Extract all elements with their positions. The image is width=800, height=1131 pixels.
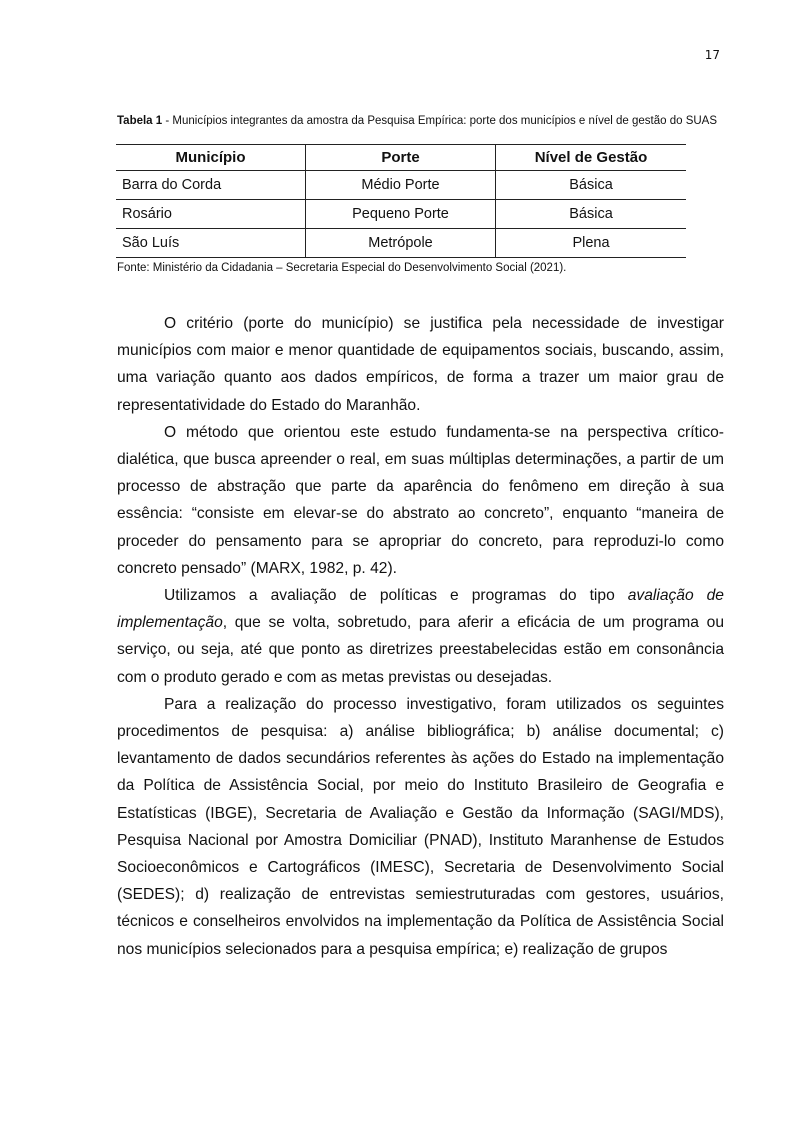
cell-nivel-gestao: Básica: [496, 200, 687, 229]
cell-porte: Pequeno Porte: [306, 200, 496, 229]
cell-porte: Médio Porte: [306, 171, 496, 200]
cell-nivel-gestao: Básica: [496, 171, 687, 200]
table-caption-label: Tabela 1: [117, 115, 163, 127]
paragraph-avaliacao-italic: avaliação de implementação: [117, 587, 724, 632]
table-row: [116, 171, 686, 200]
paragraph-avaliacao: [117, 582, 724, 691]
cell-municipio: São Luís: [116, 229, 306, 258]
table-source: Fonte: Ministério da Cidadania – Secretaria Especial do Desenvolvimento Social (2021).: [117, 262, 567, 274]
table-caption-text: - Municípios integrantes da amostra da Pesquisa Empírica: porte dos municípios e nível de gestão do SUAS: [162, 115, 718, 127]
table-row: [116, 229, 686, 258]
cell-nivel-gestao: Plena: [496, 229, 687, 258]
table-row: [116, 200, 686, 229]
municipalities-table: [116, 144, 686, 258]
cell-municipio: Rosário: [116, 200, 306, 229]
page-number: 17: [704, 48, 720, 62]
header-municipio: Município: [116, 145, 306, 171]
cell-porte: Metrópole: [306, 229, 496, 258]
body-text: [117, 310, 724, 963]
paragraph-procedimentos: Para a realização do processo investigativo, foram utilizados os seguintes procedimentos de pesquisa: a) análise bibliográfica; b) análise documental; c) levantamento de dados secundários referentes às ações do Estado na implementação da Política de Assistência Social, por meio do Instituto Brasileiro de Geografia e Estatísticas (IBGE), Secretaria de Avaliação e Gestão da Informação (SAGI/MDS), Pesquisa Nacional por Amostra Domiciliar (PNAD), Instituto Maranhense de Estudos Socioeconômicos e Cartográficos (IMESC), Secretaria de Desenvolvimento Social (SEDES); d) realização de entrevistas semiestruturadas com gestores, usuários, técnicos e conselheiros envolvidos na implementação da Política de Assistência Social nos municípios selecionados para a pesquisa empírica; e) realização de grupos: [117, 695, 724, 958]
paragraph-avaliacao-end: , que se volta, sobretudo, para aferir a eficácia de um programa ou serviço, ou seja, até que ponto as diretrizes preestabelecidas estão em consonância com o produto gerado e com as metas previstas ou desejadas.: [117, 614, 724, 686]
paragraph-criterio: O critério (porte do município) se justifica pela necessidade de investigar municípios com maior e menor quantidade de equipamentos sociais, buscando, assim, uma variação quanto aos dados empíricos, de forma a trazer um maior grau de representatividade do Estado do Maranhão.: [117, 315, 724, 414]
cell-municipio: Barra do Corda: [116, 171, 306, 200]
table-header-row: [116, 145, 686, 171]
header-porte: Porte: [306, 145, 496, 171]
header-nivel-gestao: Nível de Gestão: [496, 145, 687, 171]
paragraph-metodo: O método que orientou este estudo fundamenta-se na perspectiva crítico-dialética, que busca apreender o real, em suas múltiplas determinações, a partir de um processo de abstração que parte da aparência do fenômeno em direção à sua essência: “consiste em elevar-se do abstrato ao concreto”, enquanto “maneira de proceder do pensamento para se apropriar do concreto, para reproduzi-lo como concreto pensado” (MARX, 1982, p. 42).: [117, 423, 724, 577]
table-caption: [117, 115, 727, 128]
paragraph-avaliacao-start: Utilizamos a avaliação de políticas e programas do tipo: [164, 587, 628, 605]
